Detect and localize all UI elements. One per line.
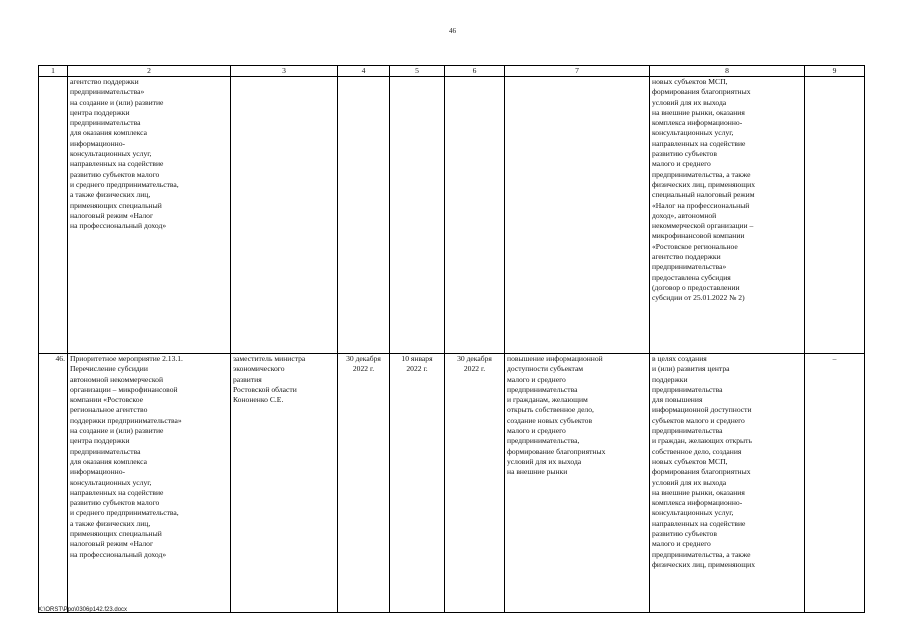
event-name-cell: Приоритетное мероприятие 2.13.1. Перечисление субсидии автономной некоммерческой организации – микрофинансовой компании «Ростовское региональное агентство поддержки предпринимательства» на создание и (или) развитие центра поддержки предпринимательства для оказания комплекса информационно- консультационных услуг, направленных на содействие развитию субъектов малого и среднего предпринимательства, а также физических лиц, применяющих специальный налоговый режим «Налог на профессиональный доход»	[68, 354, 231, 613]
col-header-4: 4	[338, 66, 390, 77]
start-date-cell: 10 января 2022 г.	[390, 354, 445, 613]
actual-result-cell: в целях создания и (или) развития центра поддержки предпринимательства для повышения информационной доступности субъектов малого и среднего предпринимательства и граждан, желающих открыть собственное дело, создания новых субъектов МСП, формирования благоприятных условий для их выхода на внешние рынки, оказания комплекса информационно- консультационных услуг, направленных на содействие развитию субъектов малого и среднего предпринимательства, а также физических лиц, применяющих	[650, 354, 805, 613]
column-number-row	[39, 66, 865, 77]
col-header-2: 2	[68, 66, 231, 77]
col-header-1: 1	[39, 66, 68, 77]
col-header-7: 7	[505, 66, 650, 77]
col-header-8: 8	[650, 66, 805, 77]
table-row	[39, 354, 865, 613]
cont-cell-start-date	[390, 77, 445, 354]
col-header-6: 6	[445, 66, 505, 77]
responsible-cell: заместитель министра экономического развития Ростовской области Кононенко С.Е.	[231, 354, 338, 613]
col-header-9: 9	[805, 66, 865, 77]
end-date-cell: 30 декабря 2022 г.	[445, 354, 505, 613]
cont-cell-actual-result: новых субъектов МСП, формирования благоприятных условий для их выхода на внешние рынки, оказания комплекса информационно- консультационных услуг, направленных на содействие развитию субъектов малого и среднего предпринимательства, а также физических лиц, применяющих специальный налоговый режим «Налог на профессиональный доход», автономной некоммерческой организации – микрофинансовой компании «Ростовское региональное агентство поддержки предпринимательства» предоставлена субсидия (договор о предоставлении субсидии от 25.01.2022 № 2)	[650, 77, 805, 354]
cont-cell-number	[39, 77, 68, 354]
continuation-row	[39, 77, 865, 354]
expected-result-cell: повышение информационной доступности субъектам малого и среднего предпринимательства и гражданам, желающим открыть собственное дело, создание новых субъектов малого и среднего предпринимательства, формирование благоприятных условий для их выхода на внешние рынки	[505, 354, 650, 613]
reasons-cell: –	[805, 354, 865, 613]
cont-cell-plan-date	[338, 77, 390, 354]
cont-cell-expected-result	[505, 77, 650, 354]
col-header-3: 3	[231, 66, 338, 77]
plan-date-cell: 30 декабря 2022 г.	[338, 354, 390, 613]
row-number: 46.	[39, 354, 68, 613]
page-number: 46	[449, 27, 456, 35]
file-path-footer: X:\ORST\Ppo\0306p142.f23.docx	[38, 607, 128, 613]
cont-cell-reasons	[805, 77, 865, 354]
cont-cell-responsible	[231, 77, 338, 354]
cont-cell-end-date	[445, 77, 505, 354]
cont-cell-event: агентство поддержки предпринимательства» на создание и (или) развитие центра поддержки предпринимательства для оказания комплекса информационно- консультационных услуг, направленных на содействие развитию субъектов малого и среднего предпринимательства, а также физических лиц, применяющих специальный налоговый режим «Налог на профессиональный доход»	[68, 77, 231, 354]
col-header-5: 5	[390, 66, 445, 77]
plan-table	[38, 65, 865, 613]
